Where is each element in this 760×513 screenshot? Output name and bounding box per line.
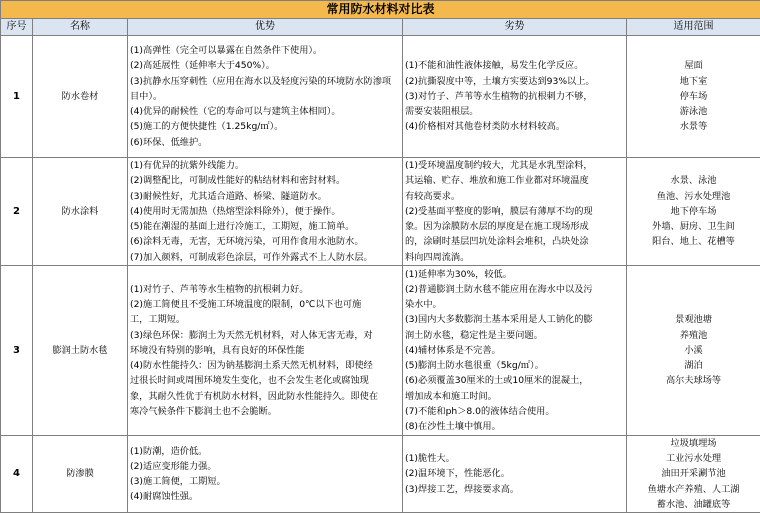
scope-cell: [627, 266, 760, 436]
disadvantages-cell-line: (1)延伸率为30%，较低。: [405, 267, 624, 282]
material-name: 防水卷材: [33, 36, 128, 158]
advantages-cell-line: (2)高延展性（延伸率大于450%）。: [130, 58, 400, 73]
scope-cell-line: 小溪: [629, 343, 758, 358]
advantages-cell-line: (4)优异的耐候性（它的寿命可以与建筑主体相同）。: [130, 104, 400, 119]
advantages-cell-line: (5)能在潮湿的基面上进行冷施工，工期短，施工简单。: [130, 219, 400, 234]
header-row: [1, 19, 760, 36]
disadvantages-cell-line: (3)对竹子、芦苇等水生植物的抗根刺力不够，: [405, 89, 624, 104]
material-name: 防渗膜: [33, 436, 128, 513]
scope-cell-line: 游泳池: [629, 104, 758, 119]
disadvantages-cell-line: (4)辅材体系是不完善。: [405, 343, 624, 358]
disadvantages-cell-line: 有较高要求。: [405, 189, 624, 204]
scope-cell-line: 地下停车场: [629, 204, 758, 219]
disadvantages-cell: [403, 436, 627, 513]
advantages-cell: [128, 158, 403, 266]
disadvantages-cell-line: (1)脆性大。: [405, 451, 624, 466]
title-row: [1, 1, 760, 19]
disadvantages-cell-line: (3)国内大多数膨润土基本采用是人工钠化的膨: [405, 312, 624, 327]
disadvantages-cell-line: 需要安装阻根层。: [405, 104, 624, 119]
scope-cell-line: 外墙、厨房、卫生间: [629, 219, 758, 234]
disadvantages-cell-line: (4)价格相对其他卷材类防水材料较高。: [405, 119, 624, 134]
advantages-cell-line: (2)适应变形能力强。: [130, 459, 400, 474]
scope-cell: [627, 436, 760, 513]
advantages-cell-line: (4)防水性能持久：因为钠基膨润土系天然无机材料，即使经: [130, 358, 400, 373]
scope-cell-line: 水景、泳池: [629, 173, 758, 188]
scope-cell-line: 垃圾填埋场: [629, 436, 758, 451]
disadvantages-cell-line: (1)受环境温度制约较大，尤其是水乳型涂料，: [405, 158, 624, 173]
scope-cell-line: 停车场: [629, 89, 758, 104]
disadvantages-cell-line: (5)膨润土防水毯很重（5kg/㎡）。: [405, 358, 624, 373]
advantages-cell-line: 寒冷气候条件下膨润土也不会脆断。: [130, 404, 400, 419]
advantages-cell-line: (4)耐腐蚀性强。: [130, 489, 400, 504]
table-row: [1, 266, 760, 436]
scope-cell-line: 地下室: [629, 74, 758, 89]
disadvantages-cell-line: (2)抗撕裂度中等，土壤方实要达到93%以上。: [405, 74, 624, 89]
header-advantages: 优势: [128, 19, 403, 36]
header-disadvantages: 劣势: [403, 19, 627, 36]
material-name: 膨润土防水毯: [33, 266, 128, 436]
scope-cell-line: 水景等: [629, 119, 758, 134]
advantages-cell: [128, 436, 403, 513]
advantages-cell-line: 象，其耐久性优于有机防水材料，因此防水性能持久。即使在: [130, 389, 400, 404]
advantages-cell-line: (3)抗静水压穿刺性（应用在海水以及轻度污染的环境防水防渗项: [130, 74, 400, 89]
disadvantages-cell-line: 增加成本和施工时间。: [405, 389, 624, 404]
scope-cell: [627, 36, 760, 158]
scope-cell-line: 湖泊: [629, 358, 758, 373]
advantages-cell-line: (1)有优异的抗紫外线能力。: [130, 158, 400, 173]
disadvantages-cell: [403, 266, 627, 436]
disadvantages-cell-line: (2)普通膨润土防水毯不能应用在海水中以及污: [405, 282, 624, 297]
scope-cell-line: 高尔夫球场等: [629, 373, 758, 388]
scope-cell: [627, 158, 760, 266]
scope-cell-line: 蓄水池、油罐底等: [629, 497, 758, 512]
scope-cell-line: 养殖池: [629, 328, 758, 343]
disadvantages-cell-line: 染水中。: [405, 297, 624, 312]
header-scope: 适用范围: [627, 19, 760, 36]
scope-cell-line: 景观池塘: [629, 312, 758, 327]
scope-cell-line: 阳台、地上、花槽等: [629, 234, 758, 249]
advantages-cell-line: (1)对竹子、芦苇等水生植物的抗根刺力好。: [130, 282, 400, 297]
advantages-cell-line: (5)施工的方便快捷性（1.25kg/㎡）。: [130, 119, 400, 134]
advantages-cell-line: 环境没有特别的影响，具有良好的环保性能: [130, 343, 400, 358]
advantages-cell-line: (6)环保、低维护。: [130, 135, 400, 150]
advantages-cell-line: (7)加入颜料，可制成彩色涂层，可作外露式不上人防水层。: [130, 250, 400, 265]
disadvantages-cell-line: (3)焊接工艺，焊接要求高。: [405, 482, 624, 497]
scope-cell-line: 鱼塘水产养殖、人工湖: [629, 482, 758, 497]
scope-cell-line: 油田开采涮节池: [629, 466, 758, 481]
advantages-cell-line: 过很长时间或周围环境发生变化，也不会发生老化或腐蚀现: [130, 373, 400, 388]
advantages-cell-line: 目中）。: [130, 89, 400, 104]
advantages-cell-line: (1)高弹性（完全可以暴露在自然条件下使用）。: [130, 43, 400, 58]
disadvantages-cell-line: (7)不能和ph＞8.0的液体结合使用。: [405, 404, 624, 419]
disadvantages-cell-line: (8)在沙性土壤中慎用。: [405, 419, 624, 434]
disadvantages-cell: [403, 36, 627, 158]
advantages-cell-line: (3)绿色环保：膨润土为天然无机材料，对人体无害无毒，对: [130, 328, 400, 343]
disadvantages-cell-line: (6)必须覆盖30厘米的土或10厘米的混凝土，: [405, 373, 624, 388]
material-name: 防水涂料: [33, 158, 128, 266]
row-number: 2: [1, 158, 33, 266]
row-number: 3: [1, 266, 33, 436]
row-number: 4: [1, 436, 33, 513]
table-body: [1, 36, 760, 513]
table-row: [1, 158, 760, 266]
advantages-cell-line: (1)防潮，造价低。: [130, 444, 400, 459]
disadvantages-cell-line: 润土防水毯，稳定性是主要问题。: [405, 328, 624, 343]
disadvantages-cell-line: (2)受基面平整度的影响，膜层有薄厚不均的现: [405, 204, 624, 219]
scope-cell-line: 鱼池、污水处理池: [629, 189, 758, 204]
disadvantages-cell-line: (2)温环境下，性能恶化。: [405, 466, 624, 481]
disadvantages-cell-line: 料向四周流淌。: [405, 250, 624, 265]
advantages-cell-line: (6)涂料无毒，无害，无环境污染，可用作食用水池防水。: [130, 234, 400, 249]
advantages-cell-line: (3)施工简便，工期短。: [130, 474, 400, 489]
advantages-cell-line: (2)调整配比，可制成性能好的粘结材料和密封材料。: [130, 173, 400, 188]
advantages-cell-line: (4)使用时无需加热（热熔型涂料除外），便于操作。: [130, 204, 400, 219]
table-row: [1, 436, 760, 513]
disadvantages-cell-line: 的，涂刷时基层凹坑处涂料会堆积，凸块处涂: [405, 234, 624, 249]
header-name: 名称: [33, 19, 128, 36]
advantages-cell: [128, 266, 403, 436]
table-title: 常用防水材料对比表: [1, 1, 760, 19]
advantages-cell-line: 工，工期短。: [130, 312, 400, 327]
header-number: 序号: [1, 19, 33, 36]
row-number: 1: [1, 36, 33, 158]
advantages-cell: [128, 36, 403, 158]
advantages-cell-line: (2)施工简便且不受施工环境温度的限制，0℃以下也可施: [130, 297, 400, 312]
table-row: [1, 36, 760, 158]
disadvantages-cell-line: (1)不能和油性液体接触，易发生化学反应。: [405, 58, 624, 73]
disadvantages-cell-line: 其运输、贮存、堆放和施工作业都对环境温度: [405, 173, 624, 188]
scope-cell-line: 屋面: [629, 58, 758, 73]
disadvantages-cell: [403, 158, 627, 266]
advantages-cell-line: (3)耐候性好，尤其适合道路、桥梁、隧道防水。: [130, 189, 400, 204]
disadvantages-cell-line: 象。因为涂膜防水层的厚度是在施工现场形成: [405, 219, 624, 234]
scope-cell-line: 工业污水处理: [629, 451, 758, 466]
